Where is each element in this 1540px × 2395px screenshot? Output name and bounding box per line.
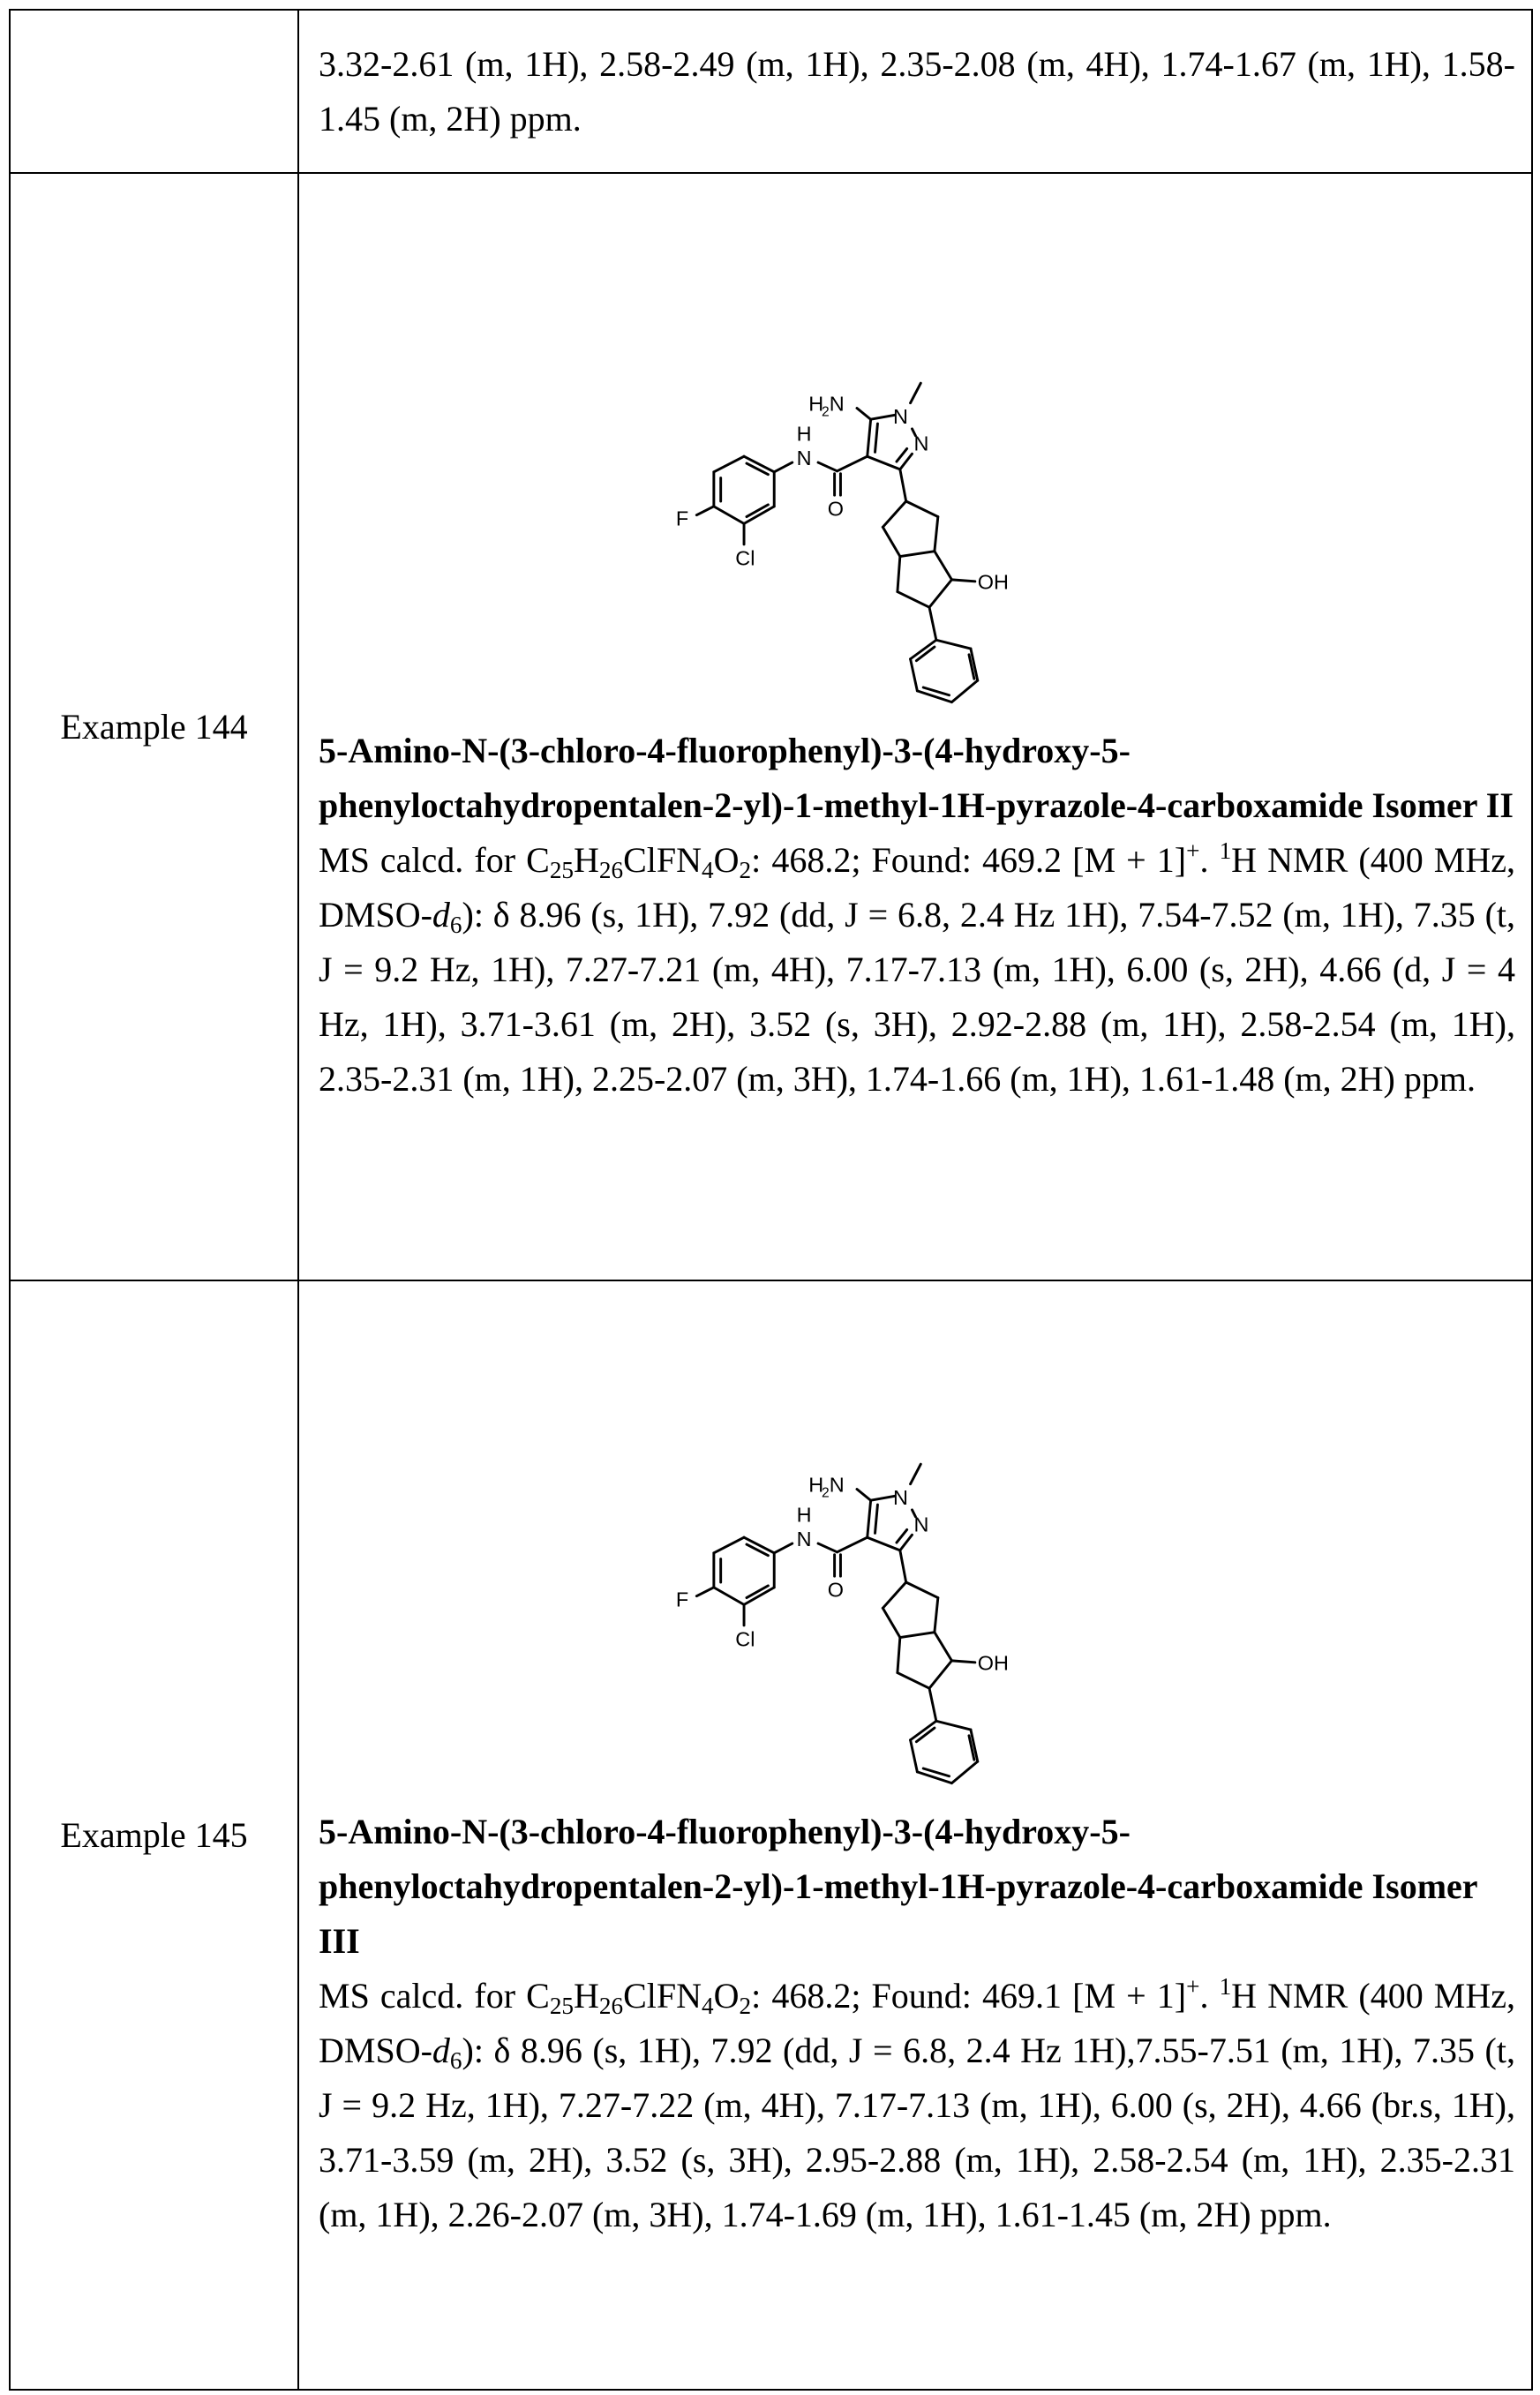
nmr-header: H NMR (400 MHz, DMSO- (319, 1975, 1516, 2070)
ms-ion-charge: + (1186, 1972, 1200, 2000)
formula-sub: 26 (598, 1992, 624, 2019)
svg-text:O: O (827, 1578, 845, 1602)
svg-text:N: N (796, 446, 812, 469)
svg-text:OH: OH (977, 570, 1009, 594)
svg-text:OH: OH (977, 1651, 1009, 1675)
continued-nmr-text (298, 10, 1532, 173)
compound-name: 5-Amino-N-(3-chloro-4-fluorophenyl)-3-(4-hydroxy-5-phenyloctahydropentalen-2-yl)-1-methyl-1H-pyrazole-4-carboxamide Isomer II (319, 730, 1514, 825)
svg-text:N: N (829, 391, 845, 415)
nmr-nucleus: 1 (1219, 837, 1232, 864)
nmr-header: H NMR (400 MHz, DMSO- (319, 839, 1516, 935)
svg-text:2: 2 (821, 403, 830, 419)
ms-found: 469.2 (982, 839, 1063, 880)
svg-text:H: H (808, 391, 824, 415)
ms-prefix: MS calcd. for (319, 839, 527, 880)
example-label-empty (10, 10, 298, 173)
formula-sub: 26 (598, 856, 624, 883)
formula-sub: 4 (702, 856, 714, 883)
svg-text:H: H (808, 1472, 824, 1496)
svg-text:2: 2 (821, 1484, 830, 1500)
svg-text:N: N (796, 1527, 812, 1550)
example-content (298, 1280, 1532, 2390)
svg-text:Cl: Cl (735, 545, 755, 569)
characterization-text: MS calcd. for $C_{25}H_{26}ClFN_4O_2$: 468.2; Found: 469.2 [M + 1]+. $^1$H NMR (400 MHz, DMSO-$d_6$): δ 8.96 (s, 1H), 7.92 (dd, J = 6.8, 2.4 Hz 1H), 7.54-7.52 (m, 1H), 7.35 (t, J = 9.2 Hz, 1H), 7.27-7.21 (m, 4H), 7.17-7.13 (m, 1H), 6.00 (s, 2H), 4.66 (d, J = 4 Hz, 1H), 3.71-3.61 (m, 2H), 3.52 (s, 3H), 2.92-2.88 (m, 1H), 2.58-2.54 (m, 1H), 2.35-2.31 (m, 1H), 2.25-2.07 (m, 3H), 1.74-1.66 (m, 1H), 1.61-1.48 (m, 2H) ppm. (319, 837, 1516, 1099)
nmr-solvent-sub: 6 (449, 911, 462, 938)
svg-text:N: N (913, 431, 929, 454)
svg-text:N: N (829, 1472, 845, 1496)
svg-text:N: N (913, 1512, 929, 1535)
ms-ion-charge: + (1186, 837, 1200, 864)
example-content (298, 173, 1532, 1280)
example-label: Example 145 (10, 1280, 298, 2390)
continued-nmr-peaks: 3.32-2.61 (m, 1H), 2.58-2.49 (m, 1H), 2.35-2.08 (m, 4H), 1.74-1.67 (m, 1H), 1.58-1.45 (m, 2H) ppm. (319, 43, 1515, 139)
ms-calcd: 468.2 (771, 839, 852, 880)
chemical-structure-icon (621, 353, 1018, 724)
table-row-continued (10, 10, 1532, 173)
table-row-example-144 (10, 173, 1532, 1280)
nmr-solvent-sub: 6 (449, 2046, 462, 2074)
formula-sub: 2 (739, 856, 752, 883)
svg-text:F: F (675, 506, 689, 529)
ms-prefix: MS calcd. for (319, 1975, 527, 2016)
ms-ion: [M + 1] (1072, 839, 1187, 880)
svg-text:H: H (796, 1503, 812, 1527)
compound-name: 5-Amino-N-(3-chloro-4-fluorophenyl)-3-(4-hydroxy-5-phenyloctahydropentalen-2-yl)-1-methyl-1H-pyrazole-4-carboxamide Isomer III (319, 1811, 1477, 1961)
ms-calcd: 468.2 (771, 1975, 852, 2016)
svg-text:O: O (827, 497, 845, 521)
formula-sub: 4 (702, 1992, 714, 2019)
formula-part: ClFN (623, 839, 702, 880)
formula-part: ClFN (623, 1975, 702, 2016)
svg-text:Cl: Cl (735, 1626, 755, 1650)
ms-found: 469.1 (982, 1975, 1063, 2016)
svg-text:F: F (675, 1587, 689, 1610)
examples-table (9, 9, 1533, 2391)
formula-sub: 2 (739, 1992, 752, 2019)
svg-text:N: N (893, 1485, 908, 1509)
formula-sub: 25 (549, 1992, 575, 2019)
formula-sub: 25 (549, 856, 575, 883)
table-row-example-145 (10, 1280, 1532, 2390)
nmr-nucleus: 1 (1219, 1972, 1232, 2000)
chemical-structure-icon (621, 1434, 1018, 1805)
ms-ion: [M + 1] (1072, 1975, 1187, 2016)
nmr-peaks: δ 8.96 (s, 1H), 7.92 (dd, J = 6.8, 2.4 Hz 1H), 7.54-7.52 (m, 1H), 7.35 (t, J = 9.2 Hz, 1H), 7.27-7.21 (m, 4H), 7.17-7.13 (m, 1H), 6.00 (s, 2H), 4.66 (d, J = 4 Hz, 1H), 3.71-3.61 (m, 2H), 3.52 (s, 3H), 2.92-2.88 (m, 1H), 2.58-2.54 (m, 1H), 2.35-2.31 (m, 1H), 2.25-2.07 (m, 3H), 1.74-1.66 (m, 1H), 1.61-1.48 (m, 2H) ppm. (319, 894, 1515, 1099)
nmr-peaks: δ 8.96 (s, 1H), 7.92 (dd, J = 6.8, 2.4 Hz 1H),7.55-7.51 (m, 1H), 7.35 (t, J = 9.2 Hz, 1H), 7.27-7.22 (m, 4H), 7.17-7.13 (m, 1H), 6.00 (s, 2H), 4.66 (br.s, 1H), 3.71-3.59 (m, 2H), 3.52 (s, 3H), 2.95-2.88 (m, 1H), 2.58-2.54 (m, 1H), 2.35-2.31 (m, 1H), 2.26-2.07 (m, 3H), 1.74-1.69 (m, 1H), 1.61-1.45 (m, 2H) ppm. (319, 2030, 1515, 2234)
svg-text:H: H (796, 422, 812, 446)
svg-text:N: N (893, 404, 908, 428)
example-label: Example 144 (10, 173, 298, 1280)
characterization-text: MS calcd. for $C_{25}H_{26}ClFN_4O_2$: 468.2; Found: 469.1 [M + 1]+. $^1$H NMR (400 MHz, DMSO-$d_6$): δ 8.96 (s, 1H), 7.92 (dd, J = 6.8, 2.4 Hz 1H),7.55-7.51 (m, 1H), 7.35 (t, J = 9.2 Hz, 1H), 7.27-7.22 (m, 4H), 7.17-7.13 (m, 1H), 6.00 (s, 2H), 4.66 (br.s, 1H), 3.71-3.59 (m, 2H), 3.52 (s, 3H), 2.95-2.88 (m, 1H), 2.58-2.54 (m, 1H), 2.35-2.31 (m, 1H), 2.26-2.07 (m, 3H), 1.74-1.69 (m, 1H), 1.61-1.45 (m, 2H) ppm. (319, 1972, 1516, 2234)
